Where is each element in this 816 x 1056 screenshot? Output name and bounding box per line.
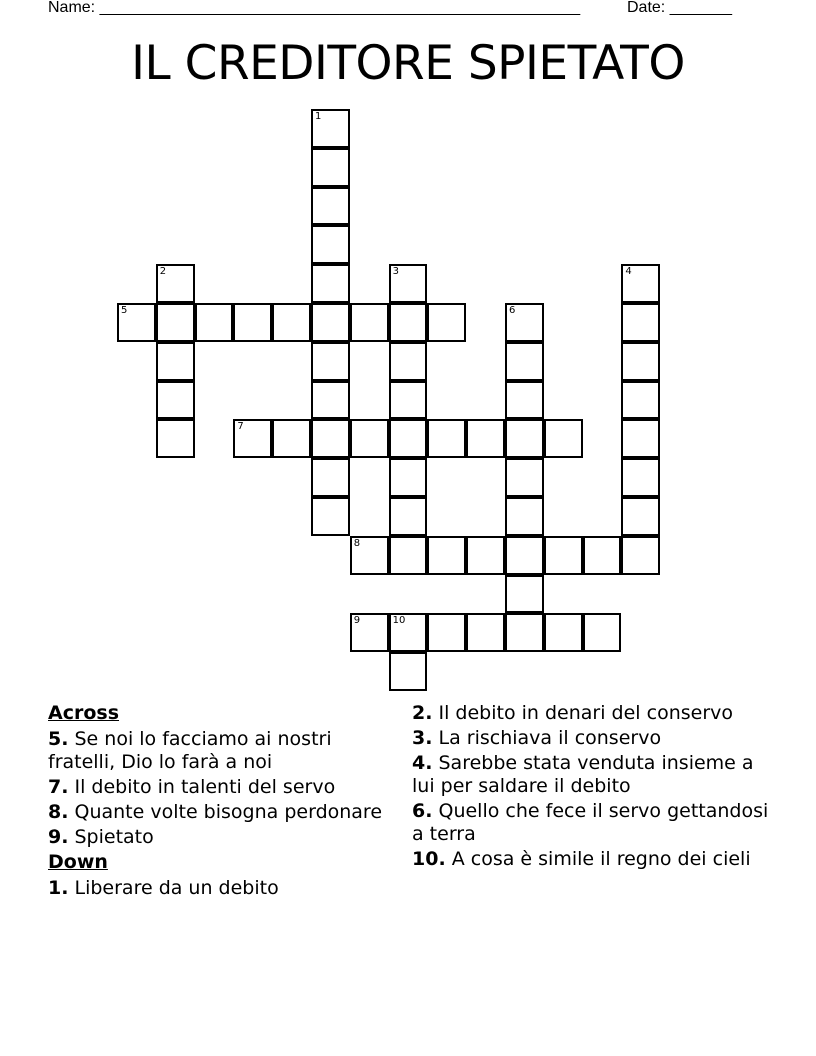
grid-cell[interactable] (505, 497, 544, 536)
grid-cell[interactable] (621, 303, 660, 342)
grid-cell[interactable] (311, 148, 350, 187)
clue-number-label: 5 (121, 305, 128, 316)
clue-across-8 (48, 801, 393, 824)
grid-cell[interactable] (505, 303, 544, 342)
clue-text: Il debito in denari del conservo (438, 702, 733, 724)
clue-number-label: 3 (392, 266, 399, 278)
clue-number-label: 4 (625, 266, 632, 278)
clue-down-4 (412, 752, 782, 798)
clue-number: 6. (412, 800, 433, 822)
grid-cell[interactable] (195, 303, 234, 342)
grid-cell[interactable] (389, 613, 428, 652)
clue-number: 3. (412, 727, 433, 749)
grid-cell[interactable] (621, 536, 660, 575)
grid-cell[interactable] (389, 381, 428, 420)
grid-cell[interactable] (350, 536, 389, 575)
grid-cell[interactable] (505, 458, 544, 497)
clue-number-label: 6 (509, 305, 516, 316)
grid-cell[interactable] (389, 497, 428, 536)
grid-cell[interactable] (427, 613, 466, 652)
grid-cell[interactable] (466, 536, 505, 575)
grid-cell[interactable] (621, 264, 660, 303)
grid-cell[interactable] (544, 613, 583, 652)
grid-cell[interactable] (272, 419, 311, 458)
grid-cell[interactable] (544, 419, 583, 458)
clues-left-column (48, 702, 393, 902)
grid-cell[interactable] (311, 381, 350, 420)
clue-number: 9. (48, 826, 69, 848)
clue-text: La rischiava il conservo (438, 727, 662, 749)
grid-cell[interactable] (156, 419, 195, 458)
grid-cell[interactable] (350, 419, 389, 458)
grid-cell[interactable] (389, 652, 428, 691)
grid-cell[interactable] (583, 536, 622, 575)
clue-text: Quante volte bisogna perdonare (74, 801, 383, 823)
grid-cell[interactable] (621, 342, 660, 381)
clue-text: Quello che fece il servo gettandosi a terra (412, 800, 769, 845)
clues-right-column (412, 702, 782, 873)
clue-down-3 (412, 727, 782, 750)
clue-down-1 (48, 877, 393, 900)
grid-cell[interactable] (505, 613, 544, 652)
clue-text: Se noi lo facciamo ai nostri fratelli, Dio lo farà a noi (48, 728, 332, 773)
clue-across-5 (48, 728, 393, 774)
grid-cell[interactable] (311, 497, 350, 536)
clue-number-label: 2 (159, 266, 167, 278)
grid-cell[interactable] (117, 303, 156, 342)
name-field-line: Name: ______________________________________________________ (48, 0, 581, 16)
clue-down-10 (412, 848, 782, 871)
grid-cell[interactable] (311, 187, 350, 226)
clue-text: A cosa è simile il regno dei cieli (451, 848, 751, 870)
clue-text: Sarebbe stata venduta insieme a lui per saldare il debito (412, 752, 754, 797)
grid-cell[interactable] (505, 381, 544, 420)
down-heading: Down (48, 851, 108, 873)
clue-number-label: 10 (392, 615, 406, 627)
clue-number: 2. (412, 702, 433, 724)
clue-number: 10. (412, 848, 446, 870)
grid-cell[interactable] (350, 303, 389, 342)
grid-cell[interactable] (621, 381, 660, 420)
grid-cell[interactable] (156, 303, 195, 342)
clue-text: Il debito in talenti del servo (74, 776, 336, 798)
grid-cell[interactable] (311, 419, 350, 458)
clue-number-label: 8 (353, 537, 361, 549)
grid-cell[interactable] (156, 381, 195, 420)
grid-cell[interactable] (311, 109, 350, 148)
grid-cell[interactable] (389, 264, 428, 303)
grid-cell[interactable] (389, 536, 428, 575)
grid-cell[interactable] (311, 264, 350, 303)
grid-cell[interactable] (621, 458, 660, 497)
clue-number-label: 9 (353, 615, 361, 627)
clue-down-6 (412, 800, 782, 846)
grid-cell[interactable] (389, 303, 428, 342)
clue-down-2 (412, 702, 782, 725)
grid-cell[interactable] (311, 458, 350, 497)
grid-cell[interactable] (427, 419, 466, 458)
grid-cell[interactable] (466, 613, 505, 652)
grid-cell[interactable] (156, 264, 195, 303)
grid-cell[interactable] (427, 303, 466, 342)
clue-number: 1. (48, 877, 69, 899)
clue-text: Liberare da un debito (74, 877, 279, 899)
grid-cell[interactable] (505, 342, 544, 381)
grid-cell[interactable] (311, 342, 350, 381)
grid-cell[interactable] (505, 536, 544, 575)
grid-cell[interactable] (505, 575, 544, 614)
clue-text: Spietato (74, 826, 154, 848)
across-heading: Across (48, 702, 120, 724)
grid-cell[interactable] (311, 303, 350, 342)
grid-cell[interactable] (389, 419, 428, 458)
grid-cell[interactable] (233, 303, 272, 342)
grid-cell[interactable] (389, 458, 428, 497)
clue-number: 4. (412, 752, 433, 774)
grid-cell[interactable] (156, 342, 195, 381)
grid-cell[interactable] (389, 342, 428, 381)
clue-number-label: 1 (315, 111, 322, 122)
puzzle-title: IL CREDITORE SPIETATO (131, 36, 685, 91)
grid-cell[interactable] (233, 419, 272, 458)
clue-number: 5. (48, 728, 69, 750)
clue-number: 7. (48, 776, 69, 798)
grid-cell[interactable] (350, 613, 389, 652)
date-field-line: Date: _______ (627, 0, 732, 16)
grid-cell[interactable] (427, 536, 466, 575)
grid-cell[interactable] (272, 303, 311, 342)
grid-cell[interactable] (621, 419, 660, 458)
clue-number: 8. (48, 801, 69, 823)
clue-across-9 (48, 826, 393, 849)
grid-cell[interactable] (311, 225, 350, 264)
grid-cell[interactable] (466, 419, 505, 458)
grid-cell[interactable] (544, 536, 583, 575)
grid-cell[interactable] (621, 497, 660, 536)
clue-across-7 (48, 776, 393, 799)
clue-number-label: 7 (237, 421, 244, 433)
grid-cell[interactable] (505, 419, 544, 458)
grid-cell[interactable] (583, 613, 622, 652)
